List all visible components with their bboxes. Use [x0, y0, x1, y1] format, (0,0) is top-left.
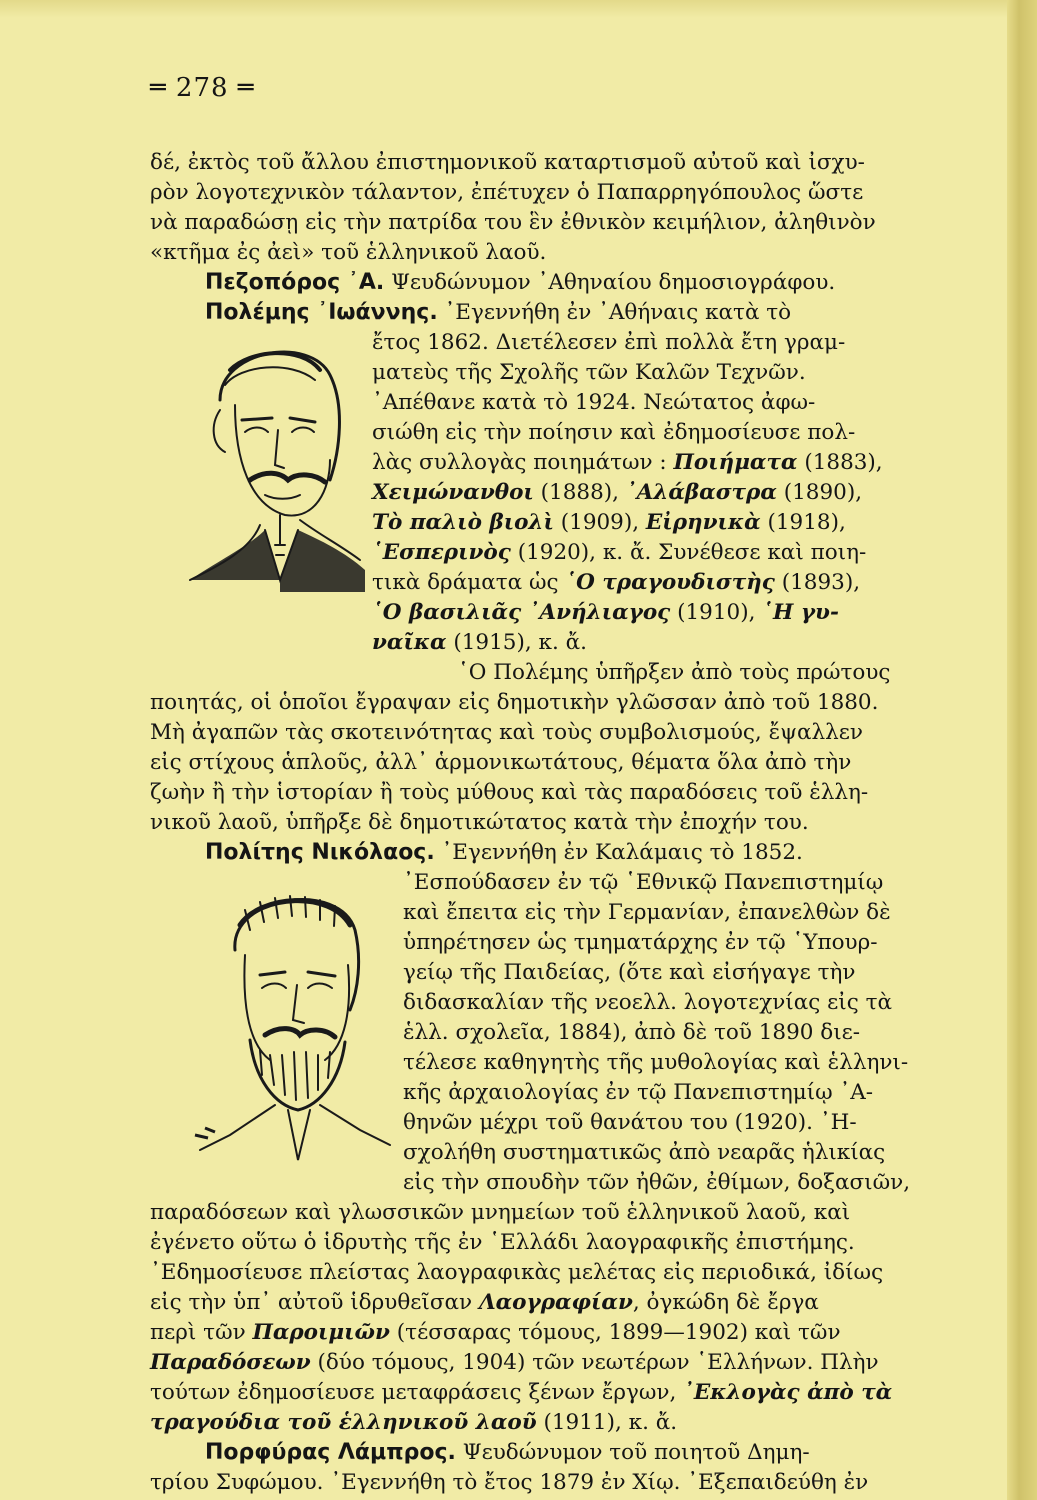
text-line [403, 1168, 910, 1198]
work-title: Λαογραφίαν [478, 1290, 633, 1315]
text-line [150, 1228, 855, 1258]
text-line [150, 1348, 879, 1378]
text-run: ζωὴν ἢ τὴν ἱστορίαν ἢ τοὺς μύθους καὶ τὰς παραδόσεις τοῦ ἑλλη- [150, 780, 869, 805]
text-line [205, 838, 803, 868]
text-run: (1890), [776, 480, 863, 505]
text-line [150, 1258, 883, 1288]
text-line [372, 508, 846, 538]
text-run: (τέσσαρας τόμους, 1899—1902) καὶ τῶν [389, 1320, 841, 1345]
text-run: (1883), [797, 450, 883, 475]
text-line [150, 148, 865, 178]
text-run: περὶ τῶν [150, 1320, 253, 1345]
work-title: Τὸ παλιὸ βιολὶ [372, 510, 554, 535]
text-line [372, 448, 883, 478]
work-title: Ποιήματα [673, 450, 798, 475]
work-title: ῾Εσπερινὸς [372, 540, 511, 565]
text-run: παραδόσεων καὶ γλωσσικῶν μνημείων τοῦ ἑλληνικοῦ λαοῦ, καὶ [150, 1200, 851, 1225]
work-title: ῾Η γυ- [762, 600, 839, 625]
text-run: τέλεσε καθηγητὴς τῆς μυθολογίας καὶ ἑλληνι- [403, 1050, 909, 1075]
text-run: θηνῶν μέχρι τοῦ θανάτου του (1920). ᾽Η- [403, 1110, 857, 1135]
text-run: σχολήθη συστηματικῶς ἀπὸ νεαρᾶς ἡλικίας [403, 1140, 886, 1165]
text-run: τρίου Συφώμου. ᾽Εγεννήθη τὸ ἔτος 1879 ἐν Χίῳ. ᾽Εξεπαιδεύθη ἐν [150, 1470, 869, 1495]
text-line [403, 868, 883, 898]
text-run: (1910), [670, 600, 763, 625]
text-line [403, 898, 891, 928]
work-title: Χειμώνανθοι [372, 480, 534, 505]
work-title: ῾Ο τραγουδιστὴς [565, 570, 775, 595]
text-line [403, 1138, 885, 1168]
text-run: διδασκαλίαν τῆς νεοελλ. λογοτεχνίας εἰς τὰ [403, 990, 892, 1015]
text-run: καὶ ἔπειτα εἰς τὴν Γερμανίαν, ἐπανελθὼν δὲ [403, 900, 891, 925]
text-line [403, 928, 878, 958]
text-line [403, 1048, 908, 1078]
text-run: ἐγένετο οὕτω ὁ ἱδρυτὴς τῆς ἐν ῾Ελλάδι λαογραφικῆς ἐπιστήμης. [150, 1230, 855, 1255]
text-run: (1915), κ. ἄ. [446, 630, 587, 655]
text-line [150, 1318, 841, 1348]
text-line [150, 1198, 850, 1228]
text-run: (1920), κ. ἄ. Συνέθεσε καὶ ποιη- [510, 540, 867, 565]
text-line [150, 748, 851, 778]
work-title: ᾽Εκλογὰς ἀπὸ τὰ [683, 1380, 893, 1405]
text-line [372, 358, 806, 388]
text-line [150, 238, 546, 268]
entry-heading: Πολίτης Νικόλαος. [205, 840, 435, 865]
text-line [150, 808, 809, 838]
text-line [150, 1378, 892, 1408]
text-run: ρὸν λογοτεχνικὸν τάλαντον, ἐπέτυχεν ὁ Παπαρρηγόπουλος ὥστε [150, 180, 864, 205]
text-run: τικὰ δράματα ὡς [372, 570, 566, 595]
text-line [372, 478, 862, 508]
text-run: (1918), [760, 510, 846, 535]
text-line [372, 628, 587, 658]
text-line [372, 328, 845, 358]
work-title: τραγούδια τοῦ ἑλληνικοῦ λαοῦ [150, 1410, 537, 1435]
text-line [150, 1288, 819, 1318]
text-run: δέ, ἐκτὸς τοῦ ἄλλου ἐπιστημονικοῦ καταρτισμοῦ αὐτοῦ καὶ ἰσχυ- [150, 150, 865, 175]
text-run: ὑπηρέτησεν ὡς τμηματάρχης ἐν τῷ ῾Υπουρ- [403, 930, 878, 955]
text-run: Ψευδώνυμον ᾽Αθηναίου δημοσιογράφου. [384, 270, 836, 295]
entry-heading: Πολέμης ᾽Ιωάννης. [205, 300, 438, 325]
text-run: (1893), [774, 570, 861, 595]
text-run: ᾽Εγεννήθη ἐν ᾽Αθήναις κατὰ τὸ [437, 300, 792, 325]
text-run: ᾽Εγεννήθη ἐν Καλάμαις τὸ 1852. [434, 840, 803, 865]
text-run: τούτων ἐδημοσίευσε μεταφράσεις ξένων ἔργων, [150, 1380, 684, 1405]
text-run: Ψευδώνυμον τοῦ ποιητοῦ Δημη- [455, 1440, 810, 1465]
work-title: Εἰρηνικὰ [645, 510, 761, 535]
entry-heading: Πορφύρας Λάμπρος. [205, 1440, 456, 1465]
text-line [205, 298, 791, 328]
text-run: σιώθη εἰς τὴν ποίησιν καὶ ἐδημοσίευσε πολ- [372, 420, 856, 445]
text-run: (1911), κ. ἄ. [536, 1410, 678, 1435]
text-line [150, 208, 876, 238]
portrait-polemis [180, 330, 370, 600]
work-title: ναῖκα [372, 630, 447, 655]
text-line [403, 958, 855, 988]
text-run: νικοῦ λαοῦ, ὑπῆρξε δὲ δημοτικώτατος κατὰ τὴν ἐποχήν του. [150, 810, 809, 835]
text-run: εἰς τὴν ὑπ᾽ αὐτοῦ ἱδρυθεῖσαν [150, 1290, 479, 1315]
text-line [458, 658, 890, 688]
text-line [403, 1078, 873, 1108]
work-title: ᾽Αλάβαστρα [625, 480, 777, 505]
text-run: ᾽Απέθανε κατὰ τὸ 1924. Νεώτατος ἀφω- [372, 390, 816, 415]
text-run: ᾽Εσπούδασεν ἐν τῷ ῾Εθνικῷ Πανεπιστημίῳ [403, 870, 884, 895]
text-run: (1888), [533, 480, 626, 505]
page-right-edge [1007, 0, 1037, 1500]
text-run: «κτῆμα ἐς ἀεὶ» τοῦ ἑλληνικοῦ λαοῦ. [150, 240, 547, 265]
text-run: ἔτος 1862. Διετέλεσεν ἐπὶ πολλὰ ἔτη γραμ- [372, 330, 846, 355]
page-top-edge [0, 0, 1037, 18]
entry-heading: Πεζοπόρος ᾽Α. [205, 270, 385, 295]
text-line [403, 988, 892, 1018]
text-line [403, 1018, 860, 1048]
text-line [205, 268, 835, 298]
work-title: ῾Ο βασιλιᾶς ᾽Ανήλιαγος [372, 600, 671, 625]
text-line [150, 1408, 677, 1438]
text-run: λὰς συλλογὰς ποιημάτων : [372, 450, 674, 475]
work-title: Παροιμιῶν [252, 1320, 390, 1345]
text-line [150, 718, 863, 748]
text-line [205, 1438, 810, 1468]
text-run: ἑλλ. σχολεῖα, 1884), ἀπὸ δὲ τοῦ 1890 διε- [403, 1020, 861, 1045]
text-run: εἰς στίχους ἁπλοῦς, ἀλλ᾽ ἁρμονικωτάτους, θέματα ὅλα ἀπὸ τὴν [150, 750, 852, 775]
text-run: ποιητάς, οἱ ὁποῖοι ἔγραψαν εἰς δημοτικὴν γλῶσσαν ἀπὸ τοῦ 1880. [150, 690, 879, 715]
text-run: ῾Ο Πολέμης ὑπῆρξεν ἀπὸ τοὺς πρώτους [458, 660, 891, 685]
text-line [150, 688, 878, 718]
text-line [372, 568, 860, 598]
text-line [372, 418, 855, 448]
text-run: εἰς τὴν σπουδὴν τῶν ἠθῶν, ἐθίμων, δοξασιῶν, [403, 1170, 911, 1195]
page-number: ═ 278 ═ [150, 73, 255, 103]
text-line [150, 778, 868, 808]
text-run: (1909), [553, 510, 646, 535]
text-line [372, 388, 815, 418]
text-line [372, 598, 839, 628]
text-line [372, 538, 866, 568]
text-run: (δύο τόμους, 1904) τῶν νεωτέρων ῾Ελλήνων. Πλὴν [310, 1350, 879, 1375]
portrait-politis [190, 870, 400, 1170]
work-title: Παραδόσεων [150, 1350, 311, 1375]
text-run: γείῳ τῆς Παιδείας, (ὅτε καὶ εἰσήγαγε τὴν [403, 960, 856, 985]
text-run: ᾽Εδημοσίευσε πλείστας λαογραφικὰς μελέτας εἰς περιοδικά, ἰδίως [150, 1260, 884, 1285]
text-run: κῆς ἀρχαιολογίας ἐν τῷ Πανεπιστημίῳ ᾽Α- [403, 1080, 874, 1105]
text-run: ματεὺς τῆς Σχολῆς τῶν Καλῶν Τεχνῶν. [372, 360, 806, 385]
text-run: , ὀγκώδη δὲ ἔργα [632, 1290, 819, 1315]
text-run: Μὴ ἀγαπῶν τὰς σκοτεινότητας καὶ τοὺς συμβολισμούς, ἔψαλλεν [150, 720, 863, 745]
text-line [150, 1468, 868, 1498]
text-run: νὰ παραδώσῃ εἰς τὴν πατρίδα του ἓν ἐθνικὸν κειμήλιον, ἀληθινὸν [150, 210, 876, 235]
text-line [403, 1108, 857, 1138]
text-line [150, 178, 863, 208]
